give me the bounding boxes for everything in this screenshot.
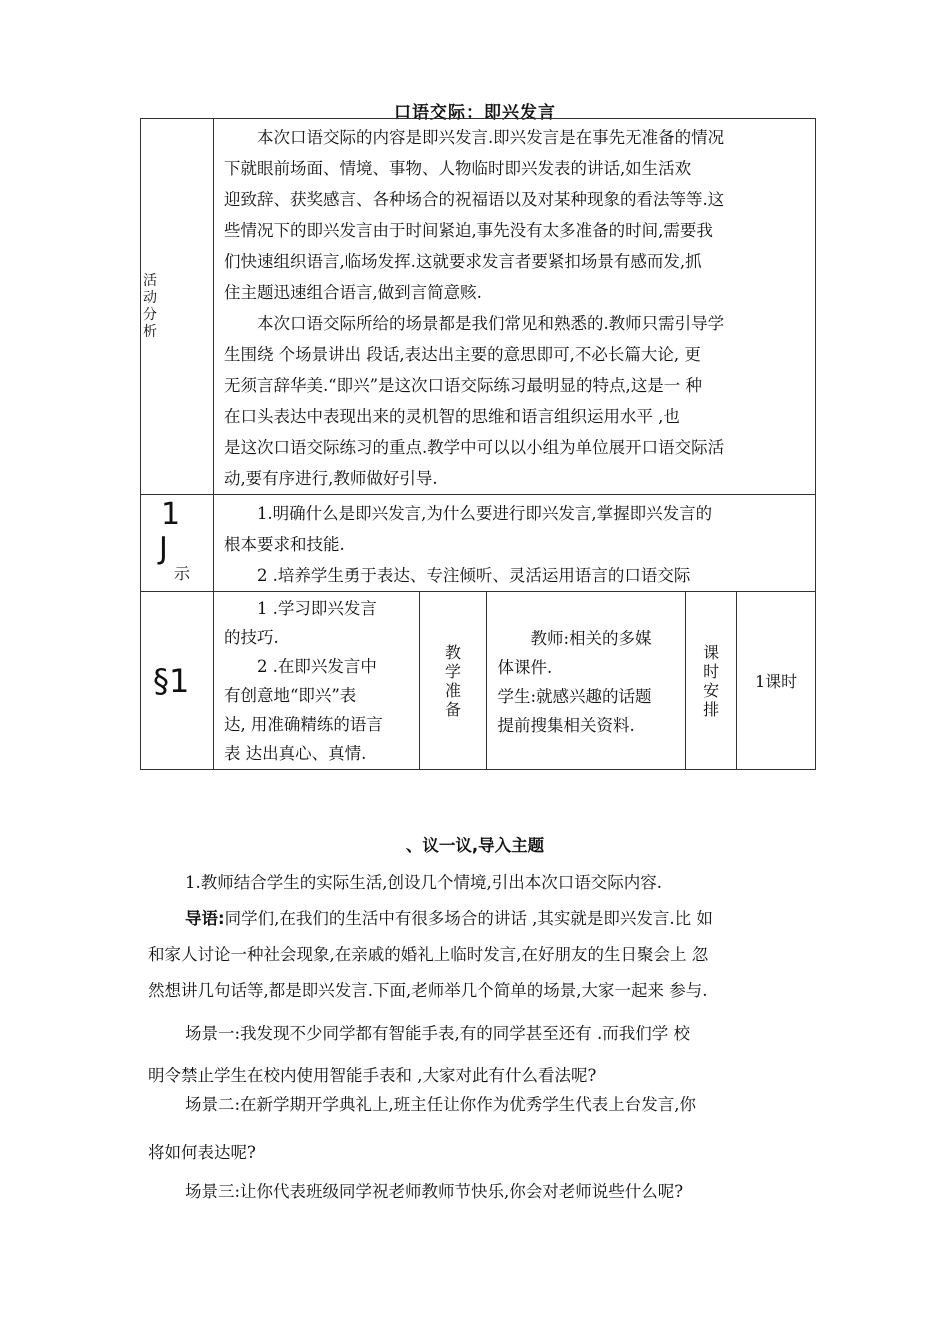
analysis-line: 本次口语交际所给的场景都是我们常见和熟悉的.教师只需引导学	[256, 314, 725, 333]
guide-line: 同学们,在我们的生活中有很多场合的讲话 ,其实就是即兴发言.比 如	[224, 909, 713, 928]
section-heading: 、议一议,导入主题	[405, 836, 545, 855]
analysis-line: 动,要有序进行,教师做好引导.	[223, 469, 438, 488]
focus-label-cell	[141, 592, 214, 770]
prep-label: 教学准备	[445, 642, 462, 719]
focus-row	[141, 592, 816, 770]
analysis-label-cell	[141, 119, 214, 495]
focus-line: 的技巧.	[223, 628, 279, 647]
goal-line: 2 .培养学生勇于表达、专注倾听、灵活运用语言的口语交际	[256, 566, 691, 585]
scene-3: 场景三:让你代表班级同学祝老师教师节快乐,你会对老师说些什么呢?	[185, 1182, 684, 1201]
scene-1-line: 场景一:我发现不少同学都有智能手表,有的同学甚至还有 .而我们学 校	[185, 1024, 691, 1043]
analysis-line: 生围绕 个场景讲出 段话,表达出主要的意思即可,不必长篇大论, 更	[223, 345, 701, 364]
time-label-cell	[686, 592, 737, 770]
time-value: 1课时	[754, 672, 798, 691]
analysis-line: 在口头表达中表现出来的灵机智的思维和语言组织运用水平 ,也	[223, 407, 680, 426]
guide-label: 导语:	[185, 909, 225, 928]
focus-label: §1	[153, 661, 190, 700]
focus-line: 2 .在即兴发言中	[256, 657, 377, 676]
analysis-row	[141, 119, 816, 495]
prep-line: 提前搜集相关资料.	[497, 716, 635, 735]
guide-line: 和家人讨论一种社会现象,在亲戚的婚礼上临时发言,在好朋友的生日聚会上 忽	[148, 945, 709, 964]
scene-2-line: 将如何表达呢?	[148, 1143, 256, 1162]
goal-row	[141, 495, 816, 592]
analysis-line: 们快速组织语言,临场发挥.这就要求发言者要紧扣场景有感而发,抓	[223, 252, 702, 271]
analysis-line: 下就眼前场面、情境、事物、人物临时即兴发表的讲话,如生活欢	[223, 159, 692, 178]
guide-paragraph	[148, 901, 824, 1009]
goal-line: 1.明确什么是即兴发言,为什么要进行即兴发言,掌握即兴发言的	[256, 504, 713, 523]
goal-line: 根本要求和技能.	[223, 535, 345, 554]
scene-1-line: 明令禁止学生在校内使用智能手表和 ,大家对此有什么看法呢?	[148, 1066, 597, 1085]
analysis-label: 活动分析	[143, 272, 157, 340]
prep-content	[487, 592, 686, 770]
prep-line: 教师:相关的多媒	[530, 629, 652, 648]
time-label: 课时安排	[703, 642, 720, 719]
goal-label-mid: J	[159, 531, 168, 566]
analysis-line: 是这次口语交际练习的重点.教学中可以以小组为单位展开口语交际活	[223, 438, 725, 457]
focus-content	[213, 592, 419, 770]
focus-line: 表 达出真心、真情.	[223, 744, 367, 763]
focus-line: 有创意地“即兴”表	[223, 686, 357, 705]
step-1: 1.教师结合学生的实际生活,创设几个情境,引出本次口语交际内容.	[185, 873, 662, 892]
analysis-line: 无须言辞华美.“即兴”是这次口语交际练习最明显的特点,这是一 种	[223, 376, 703, 395]
scene-2-line: 场景二:在新学期开学典礼上,班主任让你作为优秀学生代表上台发言,你	[185, 1095, 697, 1114]
guide-line: 然想讲几句话等,都是即兴发言.下面,老师举几个简单的场景,大家一起来 参与.	[148, 981, 708, 1000]
analysis-line: 些情况下的即兴发言由于时间紧迫,事先没有太多准备的时间,需要我	[223, 221, 713, 240]
analysis-line: 住主题迅速组合语言,做到言简意赅.	[223, 283, 482, 302]
page-title: 口语交际：即兴发言	[394, 103, 556, 123]
analysis-line: 本次口语交际的内容是即兴发言.即兴发言是在事先无准备的情况	[256, 128, 725, 147]
prep-label-cell	[419, 592, 487, 770]
goal-label-top: 1	[161, 497, 181, 532]
analysis-content	[213, 119, 815, 495]
goal-label-sub: 示	[174, 564, 191, 583]
prep-line: 体课件.	[497, 658, 553, 677]
prep-line: 学生:就感兴趣的话题	[497, 687, 652, 706]
goal-content	[213, 495, 815, 592]
focus-line: 1 .学习即兴发言	[256, 599, 377, 618]
time-value-cell	[737, 592, 816, 770]
lesson-plan-table	[140, 118, 816, 770]
scene-2	[148, 1081, 824, 1177]
focus-line: 达, 用准确精练的语言	[223, 715, 383, 734]
goal-label-cell	[141, 495, 214, 592]
analysis-line: 迎致辞、获奖感言、各种场合的祝福语以及对某种现象的看法等等.这	[223, 190, 725, 209]
